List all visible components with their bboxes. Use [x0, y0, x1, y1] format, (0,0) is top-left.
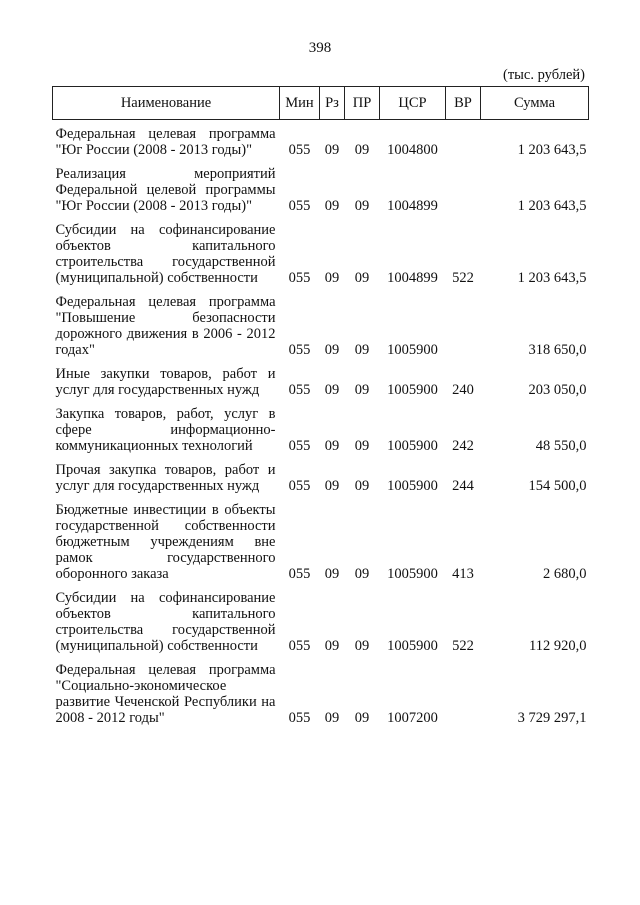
- table-row: [53, 454, 589, 494]
- row-pr: 09: [354, 638, 370, 654]
- row-name: Прочая закупка товаров, работ и услуг для государственных нужд: [55, 462, 276, 494]
- row-min: 055: [288, 438, 311, 454]
- row-name: Субсидии на софинансирование объектов капитального строительства государственной (муниципальной) собственности: [55, 222, 276, 286]
- row-pr: 09: [354, 382, 370, 398]
- row-vr: [446, 158, 481, 214]
- row-min: 055: [288, 142, 311, 158]
- row-rz: 09: [324, 710, 340, 726]
- row-csr: 1004800: [387, 142, 438, 158]
- row-vr: 413: [452, 566, 474, 582]
- row-min: 055: [288, 710, 311, 726]
- row-rz: 09: [324, 382, 340, 398]
- row-name: Реализация мероприятий Федеральной целевой программы "Юг России (2008 - 2013 годы)": [55, 166, 276, 214]
- row-csr: 1005900: [387, 438, 438, 454]
- row-name: Федеральная целевая программа "Юг России (2008 - 2013 годы)": [55, 126, 276, 158]
- budget-table: [52, 86, 589, 726]
- header-csr: ЦСР: [380, 87, 446, 120]
- table-row: [53, 398, 589, 454]
- row-vr: [446, 120, 481, 159]
- row-csr: 1004899: [387, 270, 438, 286]
- row-name: Закупка товаров, работ, услуг в сфере информационно-коммуникационных технологий: [55, 406, 276, 454]
- row-pr: 09: [354, 270, 370, 286]
- row-min: 055: [288, 382, 311, 398]
- row-rz: 09: [324, 566, 340, 582]
- header-name: Наименование: [53, 87, 280, 120]
- row-vr: 522: [452, 270, 474, 286]
- page-number: 398: [308, 40, 332, 56]
- row-csr: 1005900: [387, 342, 438, 358]
- table-row: [53, 654, 589, 726]
- row-min: 055: [288, 270, 311, 286]
- row-min: 055: [288, 566, 311, 582]
- row-pr: 09: [354, 142, 370, 158]
- table-row: [53, 120, 589, 159]
- header-vr: ВР: [446, 87, 481, 120]
- header-rz: Рз: [320, 87, 345, 120]
- header-pr: ПР: [345, 87, 380, 120]
- row-csr: 1005900: [387, 638, 438, 654]
- row-sum: 2 680,0: [543, 566, 587, 582]
- row-sum: 3 729 297,1: [517, 710, 587, 726]
- row-sum: 1 203 643,5: [517, 198, 587, 214]
- row-min: 055: [288, 478, 311, 494]
- row-rz: 09: [324, 638, 340, 654]
- row-min: 055: [288, 342, 311, 358]
- row-pr: 09: [354, 198, 370, 214]
- row-sum: 154 500,0: [528, 478, 587, 494]
- row-pr: 09: [354, 566, 370, 582]
- row-name: Бюджетные инвестиции в объекты государственной собственности бюджетным учреждениям вне рамок государственного оборонного заказа: [55, 502, 276, 582]
- row-sum: 1 203 643,5: [517, 270, 587, 286]
- table-row: [53, 158, 589, 214]
- row-vr: 242: [452, 438, 474, 454]
- row-csr: 1005900: [387, 478, 438, 494]
- row-csr: 1007200: [387, 710, 438, 726]
- row-csr: 1004899: [387, 198, 438, 214]
- row-rz: 09: [324, 342, 340, 358]
- header-sum: Сумма: [481, 87, 589, 120]
- row-vr: 244: [452, 478, 474, 494]
- row-sum: 1 203 643,5: [517, 142, 587, 158]
- row-min: 055: [288, 638, 311, 654]
- row-sum: 48 550,0: [535, 438, 587, 454]
- row-pr: 09: [354, 342, 370, 358]
- row-name: Федеральная целевая программа "Повышение безопасности дорожного движения в 2006 - 2012 годах": [55, 294, 276, 358]
- row-sum: 203 050,0: [528, 382, 587, 398]
- row-min: 055: [288, 198, 311, 214]
- table-row: [53, 358, 589, 398]
- header-min: Мин: [280, 87, 320, 120]
- row-vr: [446, 654, 481, 726]
- row-rz: 09: [324, 142, 340, 158]
- units-label: (тыс. рублей): [503, 67, 585, 83]
- row-sum: 318 650,0: [528, 342, 587, 358]
- table-row: [53, 214, 589, 286]
- row-name: Иные закупки товаров, работ и услуг для государственных нужд: [55, 366, 276, 398]
- row-pr: 09: [354, 478, 370, 494]
- row-vr: 240: [452, 382, 474, 398]
- row-pr: 09: [354, 438, 370, 454]
- header-row: [53, 87, 589, 120]
- table-row: [53, 494, 589, 582]
- row-name: Субсидии на софинансирование объектов капитального строительства государственной (муниципальной) собственности: [55, 590, 276, 654]
- row-rz: 09: [324, 198, 340, 214]
- row-vr: [446, 286, 481, 358]
- row-csr: 1005900: [387, 566, 438, 582]
- row-pr: 09: [354, 710, 370, 726]
- table-row: [53, 582, 589, 654]
- row-rz: 09: [324, 478, 340, 494]
- row-rz: 09: [324, 438, 340, 454]
- row-sum: 112 920,0: [529, 638, 587, 654]
- row-vr: 522: [452, 638, 474, 654]
- row-csr: 1005900: [387, 382, 438, 398]
- table-row: [53, 286, 589, 358]
- row-rz: 09: [324, 270, 340, 286]
- row-name: Федеральная целевая программа "Социально-экономическое развитие Чеченской Республики на 2008 - 2012 годы": [55, 662, 276, 726]
